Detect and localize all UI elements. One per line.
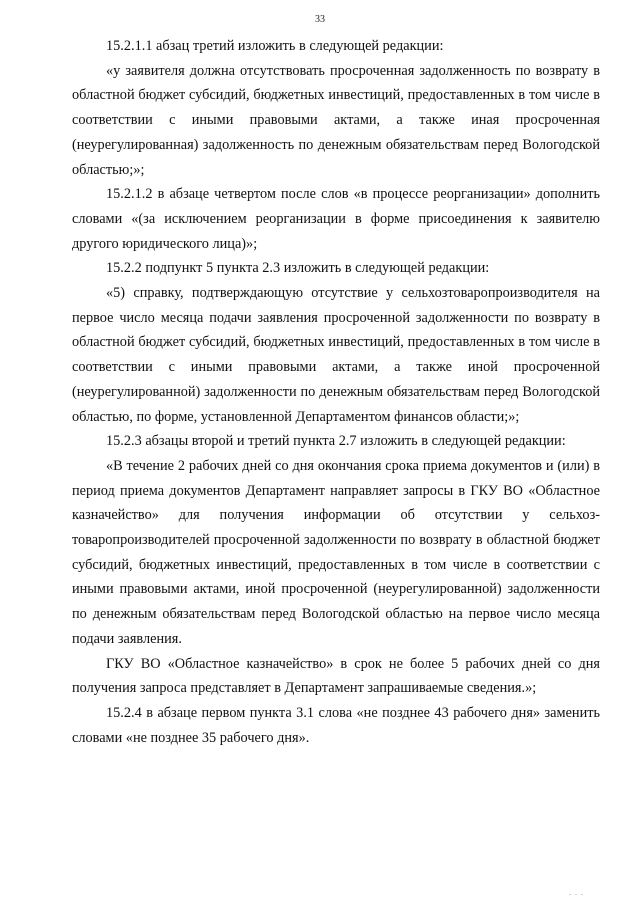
paragraph-15-2-2-heading: 15.2.2 подпункт 5 пункта 2.3 изложить в следующей редакции:: [106, 260, 490, 277]
paragraph-15-2-1-1-heading: 15.2.1.1 абзац третий изложить в следующей редакции:: [106, 38, 444, 54]
paragraph-15-2-1-2: 15.2.1.2 в абзаце четвертом после слов «в процессе реорганизации» дополнить словами «(за исключением реорганизации в форме присоединения к заявителю другого юридического лица)»;: [72, 186, 600, 252]
paragraph-15-2-3-text-2: ГКУ ВО «Областное казначейство» в срок не более 5 рабочих дней со дня получения запроса представляет в Департамент запрашиваемые сведения.»;: [72, 655, 600, 697]
paragraph-15-2-4: 15.2.4 в абзаце первом пункта 3.1 слова «не позднее 43 рабочего дня» заменить словами «не позднее 35 рабочего дня».: [72, 704, 600, 746]
page-number: 33: [315, 14, 325, 25]
paragraph-15-2-3-heading: 15.2.3 абзацы второй и третий пункта 2.7 изложить в следующей редакции:: [106, 433, 566, 450]
corner-mark: . . .: [569, 888, 584, 897]
paragraph-15-2-2-text: «5) справку, подтверждающую отсутствие у сельхозтоваропроизводителя на первое число месяца подачи заявления просроченной задолженности по возврату в областной бюджет субсидий, бюджетных инвестиций, предоставленных в том числе в соответствии с иными правовыми актами, а также иной просроченной (неурегулированной) задолженности по денежным обязательствам перед Вологодской областью, по форме, установленной Департаментом финансов области;»;: [72, 285, 600, 425]
paragraph-15-2-3-text-1: «В течение 2 рабочих дней со дня окончания срока приема документов и (или) в период приема документов Департамент направляет запросы в ГКУ ВО «Областное казначейство» для получения информации об отсутствии у сельхозтоваропроизводителей просроченной задолженности по возврату в областной бюджет субсидий, бюджетных инвестиций, предоставленных в том числе в соответствии с иными правовыми актами, иной просроченной (неурегулированной) задолженности по денежным обязательствам перед Вологодской областью на первое число месяца подачи заявления.: [72, 457, 600, 647]
paragraph-15-2-1-1-text: «у заявителя должна отсутствовать просроченная задолженность по возврату в областной бюджет субсидий, бюджетных инвестиций, предоставленных в том числе в соответствии с иными правовыми актами, а также иная просроченная (неурегулированная) задолженность по денежным обязательствам перед Вологодской областью;»;: [72, 62, 600, 178]
document-body: [72, 34, 600, 750]
